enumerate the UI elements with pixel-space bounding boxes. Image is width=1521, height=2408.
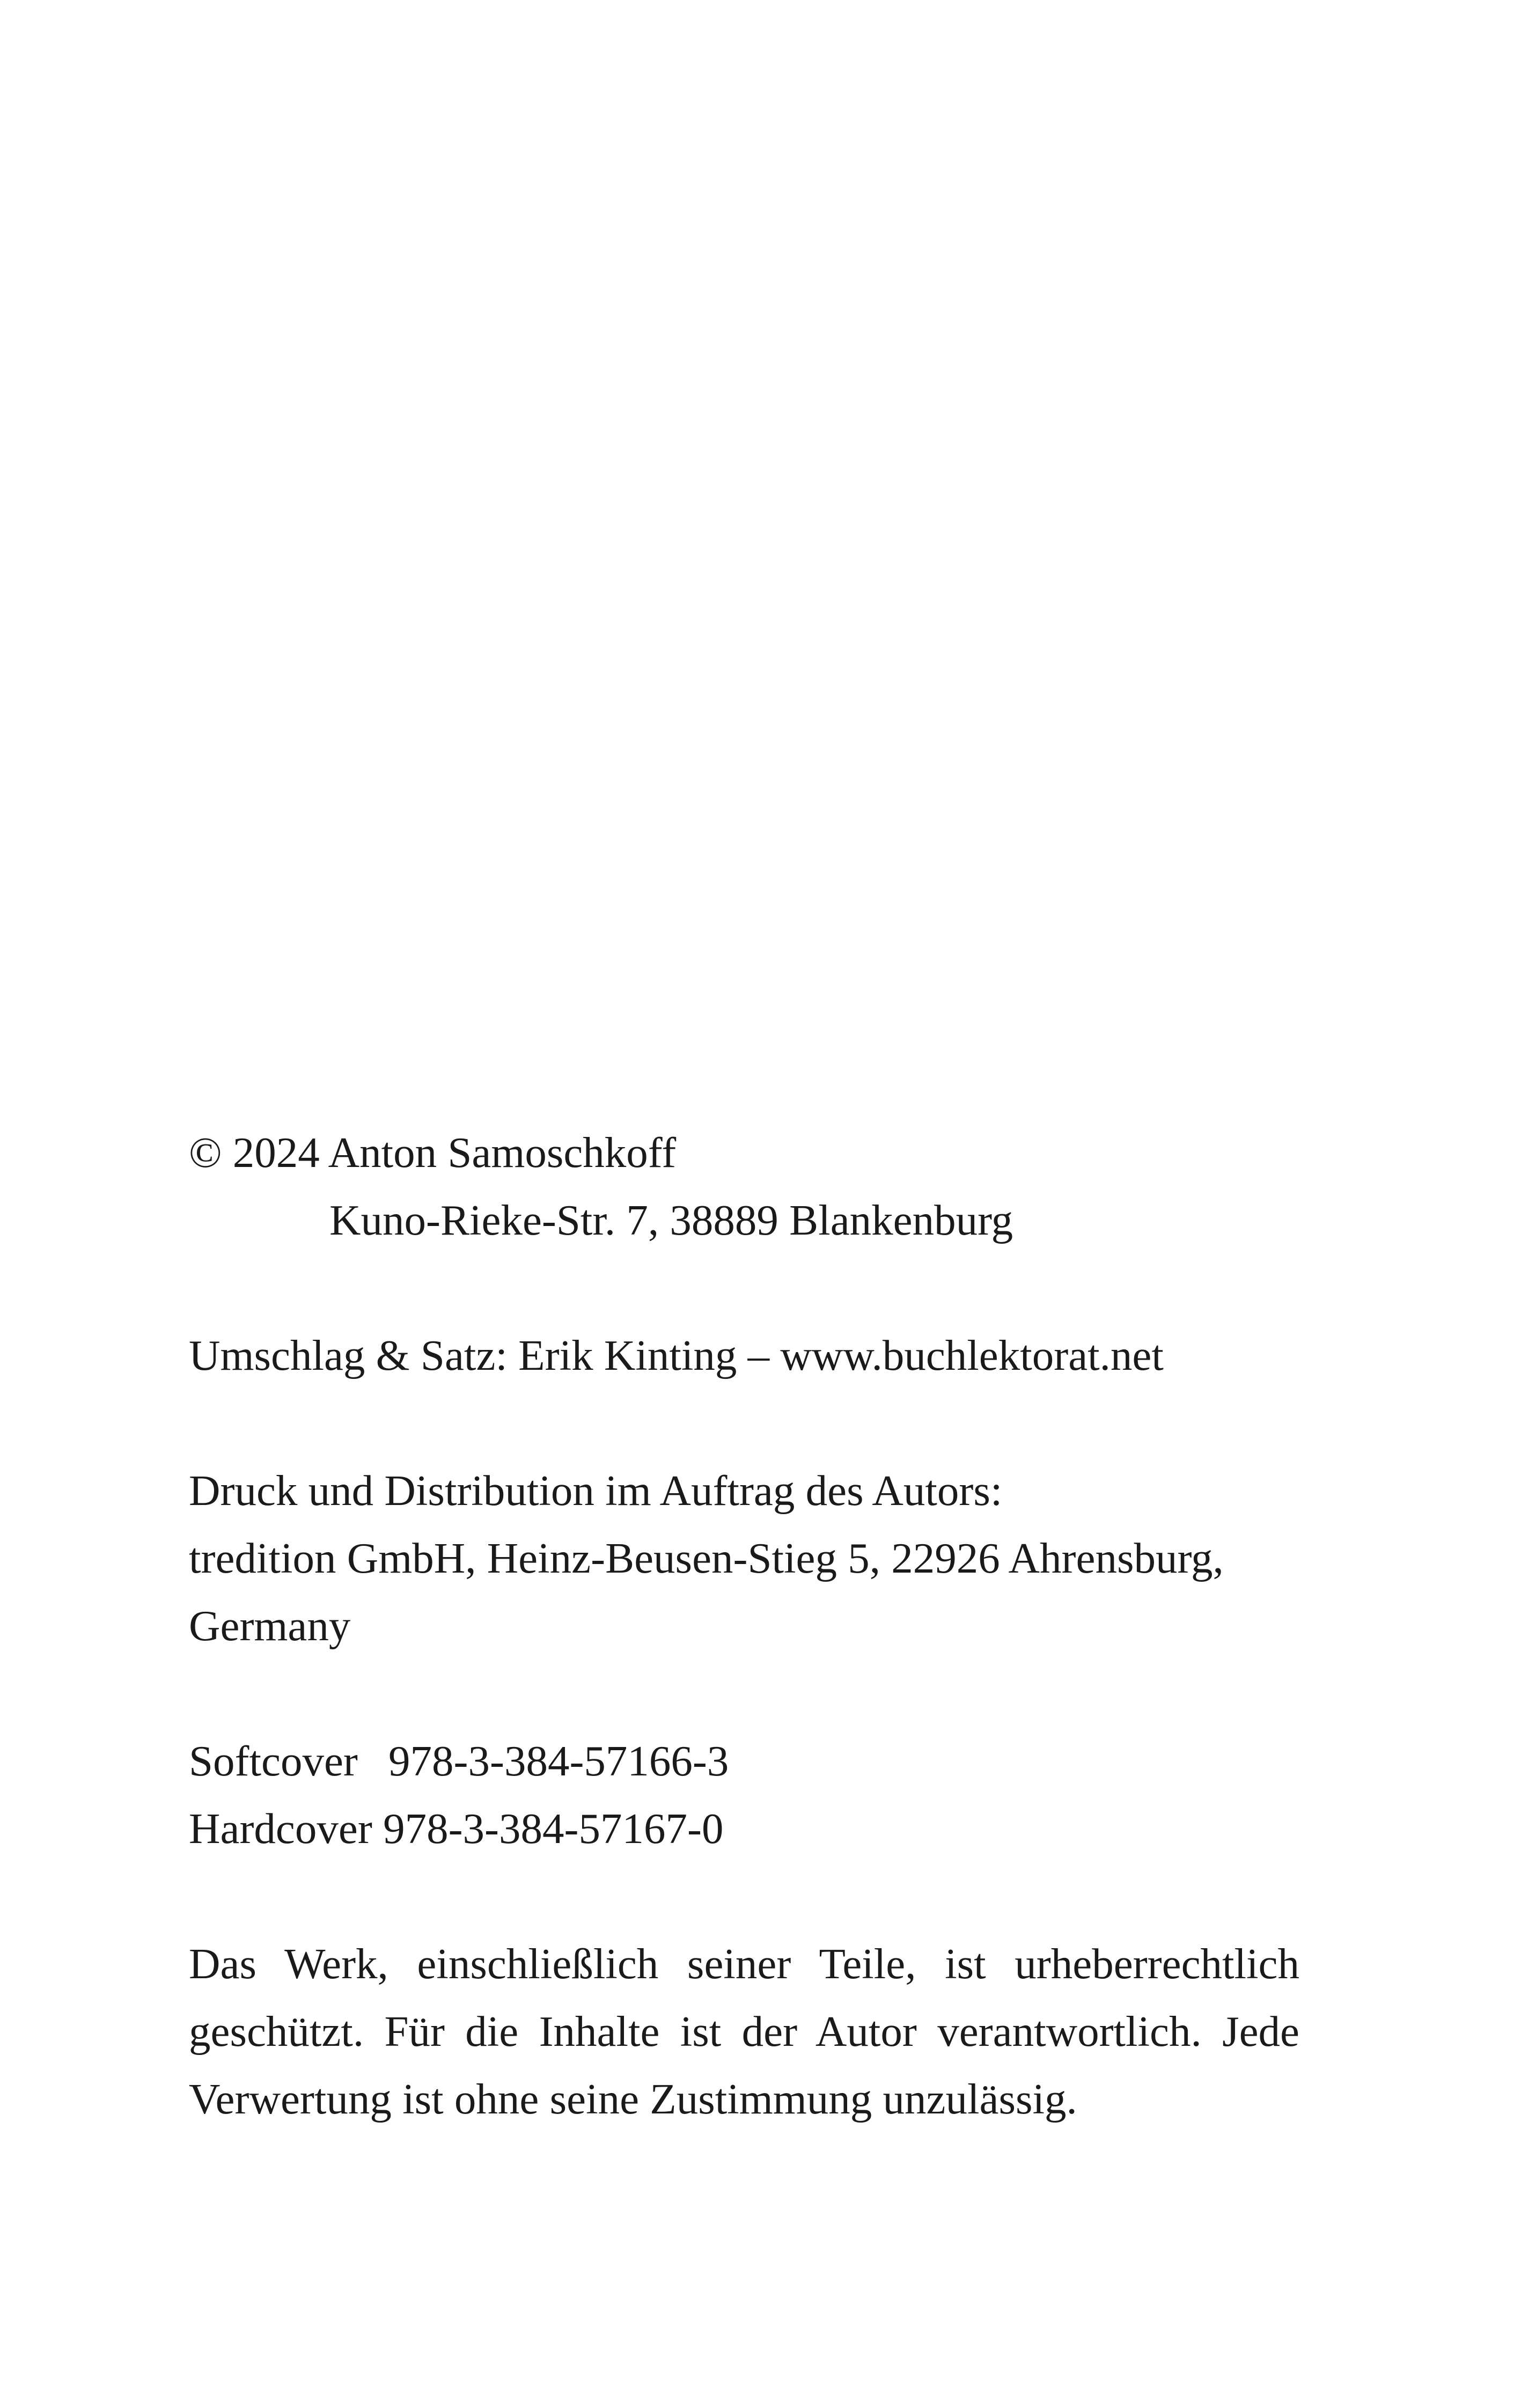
copyright-line: © 2024 Anton Samoschkoff xyxy=(189,1128,677,1177)
distribution-line-2: tredition GmbH, Heinz-Beusen-Stieg 5, 22926 Ahrensburg, xyxy=(189,1534,1224,1582)
isbn-hardcover-label: Hardcover xyxy=(189,1804,372,1853)
isbn-softcover xyxy=(189,1727,1299,1795)
author-address: Kuno-Rieke-Str. 7, 38889 Blankenburg xyxy=(329,1196,1013,1244)
isbn-hardcover-number: 978-3-384-57167-0 xyxy=(383,1804,724,1853)
isbn-hardcover xyxy=(189,1795,1299,1862)
rights-notice: Das Werk, einschließlich seiner Teile, ist urheberrechtlich geschützt. Für die Inhalte ist der Autor verantwortlich. Jede Verwertung ist ohne seine Zustimmung unzulässig. xyxy=(189,1940,1299,2123)
distribution-line-1: Druck und Distribution im Auftrag des Autors: xyxy=(189,1466,1003,1515)
distribution-line-3: Germany xyxy=(189,1602,351,1650)
isbn-softcover-label: Softcover xyxy=(189,1737,358,1785)
cover-typesetting-credit: Umschlag & Satz: Erik Kinting – www.buchlektorat.net xyxy=(189,1331,1164,1379)
imprint-block xyxy=(189,1119,1299,2133)
isbn-softcover-number: 978-3-384-57166-3 xyxy=(388,1737,729,1785)
